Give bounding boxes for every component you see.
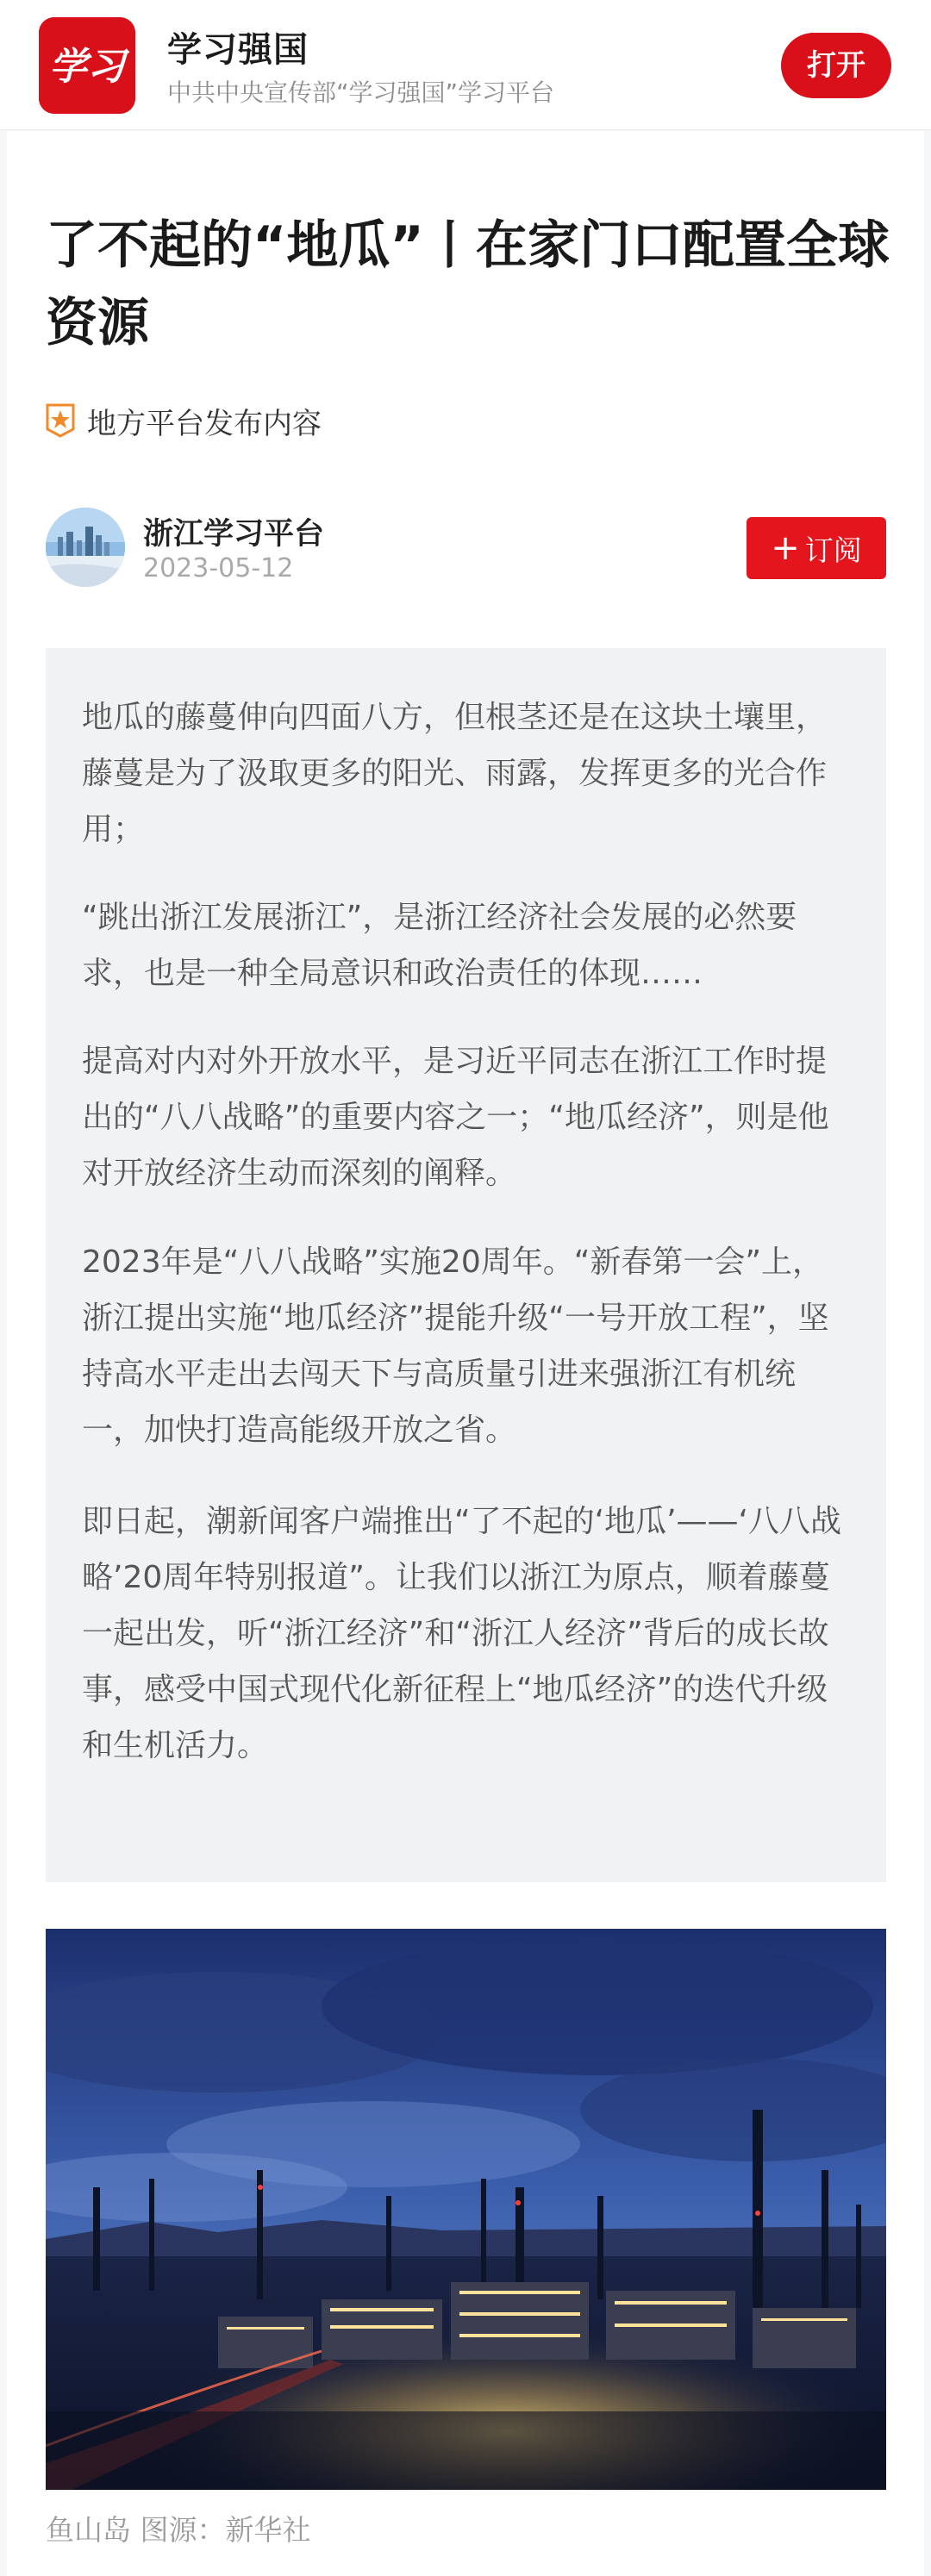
summary-paragraph: 即日起，潮新闻客户端推出“了不起的‘地瓜’——‘八八战略’20周年特别报道”。让我们以浙江为原点，顺着藤蔓一起出发，听“浙江经济”和“浙江人经济”背后的成长故事，感受中国式现代化新征程上“地瓜经济”的迭代升级和生机活力。 — [82, 1504, 841, 1763]
subscribe-label: 订阅 — [804, 533, 862, 567]
app-logo[interactable] — [39, 17, 135, 114]
summary-paragraph: “跳出浙江发展浙江”，是浙江经济社会发展的必然要求，也是一种全局意识和政治责任的体现…… — [82, 900, 797, 991]
summary-paragraph: 2023年是“八八战略”实施20周年。“新春第一会”上，浙江提出实施“地瓜经济”提能升级“一号开放工程”，坚持高水平走出去闯天下与高质量引进来强浙江有机统一，加快打造高能级开放之省。 — [82, 1244, 829, 1448]
plus-icon: + — [771, 528, 800, 568]
badge-star-icon — [46, 403, 75, 438]
source-tag — [46, 399, 322, 442]
photo-caption: 鱼山岛 图源：新华社 — [46, 2513, 311, 2547]
logo-text: 学习 — [49, 45, 125, 89]
source-tag-label: 地方平台发布内容 — [87, 406, 322, 441]
summary-paragraph: 地瓜的藤蔓伸向四面八方，但根茎还是在这块土壤里，藤蔓是为了汲取更多的阳光、雨露，发挥更多的光合作用； — [82, 700, 828, 847]
app-name: 学习强国 — [167, 30, 309, 70]
author-name[interactable]: 浙江学习平台 — [143, 517, 325, 552]
app-subtitle: 中共中央宣传部“学习强国”学习平台 — [167, 78, 555, 107]
app-banner — [0, 0, 931, 130]
open-app-button[interactable]: 打开 — [781, 33, 891, 98]
article-photo[interactable] — [46, 1929, 886, 2490]
article-summary — [46, 648, 886, 1882]
publish-date: 2023-05-12 — [143, 553, 294, 583]
author-avatar[interactable] — [46, 508, 125, 587]
subscribe-button[interactable] — [747, 517, 886, 579]
article-title: 了不起的“地瓜”丨在家门口配置全球资源 — [46, 215, 890, 353]
summary-paragraph: 提高对内对外开放水平，是习近平同志在浙江工作时提出的“八八战略”的重要内容之一；“地瓜经济”，则是他对开放经济生动而深刻的阐释。 — [82, 1044, 829, 1191]
